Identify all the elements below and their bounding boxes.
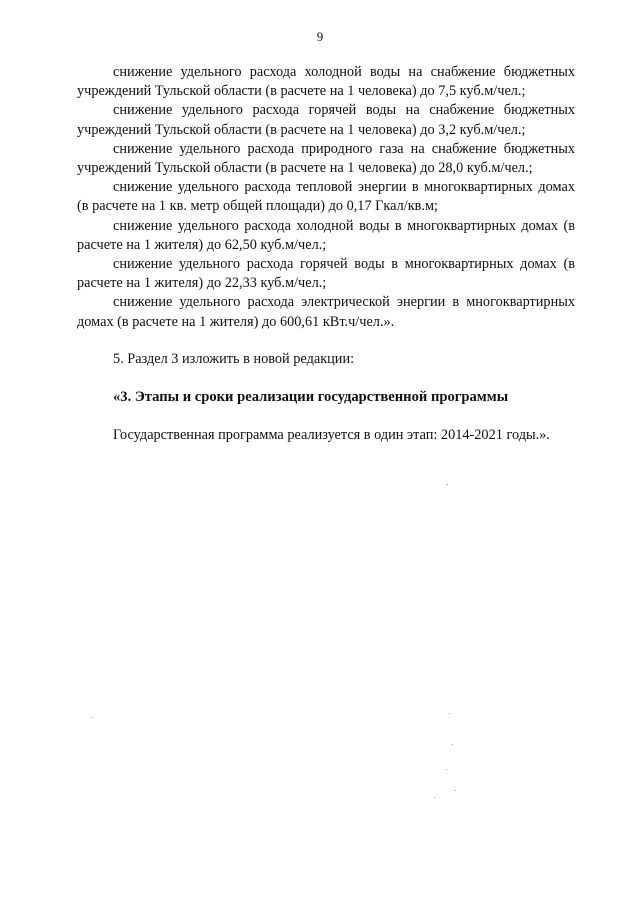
item-5-text: 5. Раздел 3 изложить в новой редакции: bbox=[113, 350, 355, 367]
document-body bbox=[77, 63, 575, 445]
paragraph-cold-water-apartments: снижение удельного расхода холодной воды в многоквартирных домах (в расчете на 1 жителя) до 62,50 куб.м/чел.; bbox=[77, 217, 575, 253]
paragraph-cold-water-budget: снижение удельного расхода холодной воды на снабжение бюджетных учреждений Тульской области (в расчете на 1 человека) до 7,5 куб.м/чел.; bbox=[77, 64, 575, 100]
paragraph-heat-apartments: снижение удельного расхода тепловой энергии в многоквартирных домах (в расчете на 1 кв. метр общей площади) до 0,17 Гкал/кв.м; bbox=[77, 179, 575, 215]
section-heading: «3. Этапы и сроки реализации государственной программы bbox=[113, 389, 509, 406]
paragraph-gas-budget: снижение удельного расхода природного газа на снабжение бюджетных учреждений Тульской области (в расчете на 1 человека) до 28,0 куб.м/чел.; bbox=[77, 140, 575, 177]
spacer bbox=[77, 407, 575, 426]
scan-speck bbox=[449, 713, 450, 714]
scan-speck bbox=[434, 797, 435, 798]
page-number: 9 bbox=[316, 29, 324, 44]
scan-speck bbox=[455, 790, 456, 791]
scan-speck bbox=[446, 769, 447, 770]
spacer bbox=[77, 332, 575, 350]
scan-speck bbox=[447, 484, 448, 485]
paragraph-hot-water-apartments: снижение удельного расхода горячей воды в многоквартирных домах (в расчете на 1 жителя) до 22,33 куб.м/чел.; bbox=[77, 256, 575, 292]
scan-speck bbox=[92, 717, 93, 718]
paragraph-hot-water-budget: снижение удельного расхода горячей воды на снабжение бюджетных учреждений Тульской области (в расчете на 1 человека) до 3,2 куб.м/чел.; bbox=[77, 102, 575, 138]
scan-speck bbox=[452, 744, 453, 745]
spacer bbox=[77, 369, 575, 388]
closing-paragraph: Государственная программа реализуется в один этап: 2014-2021 годы.». bbox=[113, 427, 550, 444]
paragraph-electricity-apartments: снижение удельного расхода электрической энергии в многоквартирных домах (в расчете на 1 жителя) до 600,61 кВт.ч/чел.». bbox=[77, 294, 575, 330]
